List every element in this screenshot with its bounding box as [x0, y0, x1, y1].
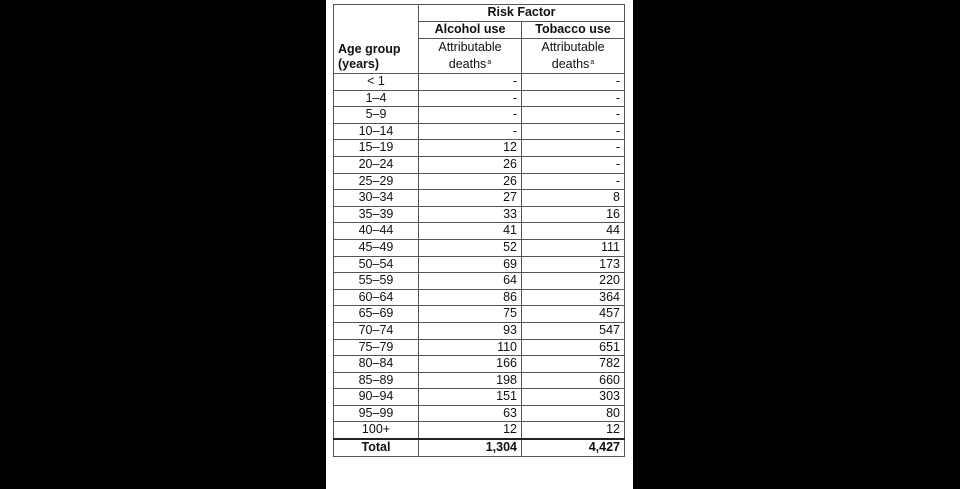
table-row — [334, 372, 625, 389]
tobacco-deaths-cell: - — [522, 90, 625, 107]
table-row — [334, 206, 625, 223]
age-cell: 95–99 — [334, 405, 419, 422]
age-cell: 1–4 — [334, 90, 419, 107]
tobacco-deaths-cell: - — [522, 140, 625, 157]
alcohol-deaths-cell: 27 — [419, 190, 522, 207]
alcohol-deaths-cell: 166 — [419, 356, 522, 373]
alcohol-deaths-cell: 52 — [419, 239, 522, 256]
table-row — [334, 123, 625, 140]
tobacco-deaths-cell: - — [522, 123, 625, 140]
age-cell: 20–24 — [334, 156, 419, 173]
age-cell: 55–59 — [334, 273, 419, 290]
alcohol-deaths-cell: 69 — [419, 256, 522, 273]
table-row — [334, 140, 625, 157]
age-group-header-line2: (years) — [338, 57, 379, 71]
age-cell: 40–44 — [334, 223, 419, 240]
tobacco-deaths-cell: 782 — [522, 356, 625, 373]
alcohol-deaths-cell: 86 — [419, 289, 522, 306]
tobacco-measure-line1: Attributable — [541, 40, 605, 54]
table-row — [334, 405, 625, 422]
alcohol-deaths-cell: 26 — [419, 173, 522, 190]
alcohol-deaths-cell: - — [419, 107, 522, 124]
table-row — [334, 107, 625, 124]
alcohol-deaths-cell: - — [419, 90, 522, 107]
alcohol-footnote-marker: a — [487, 59, 492, 66]
table-body — [334, 74, 625, 440]
age-cell: 80–84 — [334, 356, 419, 373]
tobacco-deaths-cell: 457 — [522, 306, 625, 323]
alcohol-deaths-cell: 110 — [419, 339, 522, 356]
tobacco-measure-line2: deaths — [551, 57, 590, 71]
tobacco-deaths-cell: 173 — [522, 256, 625, 273]
tobacco-measure-header — [522, 39, 625, 74]
table-row — [334, 256, 625, 273]
table-row — [334, 173, 625, 190]
tobacco-deaths-cell: 651 — [522, 339, 625, 356]
tobacco-deaths-cell: 364 — [522, 289, 625, 306]
document-page — [326, 0, 633, 489]
alcohol-deaths-cell: 12 — [419, 422, 522, 439]
alcohol-use-header: Alcohol use — [419, 22, 522, 39]
total-label: Total — [334, 439, 419, 457]
risk-factor-header: Risk Factor — [419, 5, 625, 22]
table-row — [334, 273, 625, 290]
alcohol-deaths-cell: 26 — [419, 156, 522, 173]
table-row — [334, 90, 625, 107]
age-cell: 10–14 — [334, 123, 419, 140]
tobacco-deaths-cell: 12 — [522, 422, 625, 439]
alcohol-deaths-cell: 75 — [419, 306, 522, 323]
alcohol-deaths-cell: 151 — [419, 389, 522, 406]
table-row — [334, 356, 625, 373]
tobacco-deaths-cell: 111 — [522, 239, 625, 256]
age-cell: 25–29 — [334, 173, 419, 190]
total-row — [334, 439, 625, 457]
table-row — [334, 74, 625, 91]
age-cell: 85–89 — [334, 372, 419, 389]
tobacco-deaths-cell: 547 — [522, 322, 625, 339]
alcohol-deaths-cell: 198 — [419, 372, 522, 389]
total-tobacco: 4,427 — [522, 439, 625, 457]
table-row — [334, 322, 625, 339]
tobacco-deaths-cell: - — [522, 107, 625, 124]
age-cell: 15–19 — [334, 140, 419, 157]
age-group-header — [334, 5, 419, 74]
tobacco-footnote-marker: a — [590, 59, 595, 66]
alcohol-deaths-cell: 33 — [419, 206, 522, 223]
table-row — [334, 156, 625, 173]
table-row — [334, 339, 625, 356]
tobacco-deaths-cell: 44 — [522, 223, 625, 240]
age-cell: 5–9 — [334, 107, 419, 124]
table-row — [334, 190, 625, 207]
alcohol-deaths-cell: 41 — [419, 223, 522, 240]
alcohol-deaths-cell: - — [419, 74, 522, 91]
tobacco-deaths-cell: 220 — [522, 273, 625, 290]
alcohol-measure-line2: deaths — [448, 57, 487, 71]
alcohol-deaths-cell: - — [419, 123, 522, 140]
age-cell: 100+ — [334, 422, 419, 439]
age-cell: 45–49 — [334, 239, 419, 256]
age-cell: 30–34 — [334, 190, 419, 207]
tobacco-deaths-cell: 80 — [522, 405, 625, 422]
table-row — [334, 306, 625, 323]
age-cell: 90–94 — [334, 389, 419, 406]
alcohol-deaths-cell: 93 — [419, 322, 522, 339]
age-cell: 35–39 — [334, 206, 419, 223]
tobacco-deaths-cell: - — [522, 173, 625, 190]
tobacco-deaths-cell: - — [522, 74, 625, 91]
tobacco-deaths-cell: - — [522, 156, 625, 173]
alcohol-deaths-cell: 12 — [419, 140, 522, 157]
tobacco-use-header: Tobacco use — [522, 22, 625, 39]
risk-factor-table — [333, 4, 625, 457]
age-cell: < 1 — [334, 74, 419, 91]
table-row — [334, 223, 625, 240]
tobacco-deaths-cell: 16 — [522, 206, 625, 223]
age-cell: 60–64 — [334, 289, 419, 306]
age-cell: 50–54 — [334, 256, 419, 273]
table-row — [334, 389, 625, 406]
age-cell: 75–79 — [334, 339, 419, 356]
table-row — [334, 239, 625, 256]
alcohol-measure-line1: Attributable — [438, 40, 502, 54]
tobacco-deaths-cell: 8 — [522, 190, 625, 207]
table-row — [334, 289, 625, 306]
age-cell: 70–74 — [334, 322, 419, 339]
table-row — [334, 422, 625, 439]
tobacco-deaths-cell: 660 — [522, 372, 625, 389]
age-cell: 65–69 — [334, 306, 419, 323]
total-alcohol: 1,304 — [419, 439, 522, 457]
alcohol-deaths-cell: 64 — [419, 273, 522, 290]
alcohol-deaths-cell: 63 — [419, 405, 522, 422]
alcohol-measure-header — [419, 39, 522, 74]
age-group-header-line1: Age group — [338, 42, 401, 56]
tobacco-deaths-cell: 303 — [522, 389, 625, 406]
